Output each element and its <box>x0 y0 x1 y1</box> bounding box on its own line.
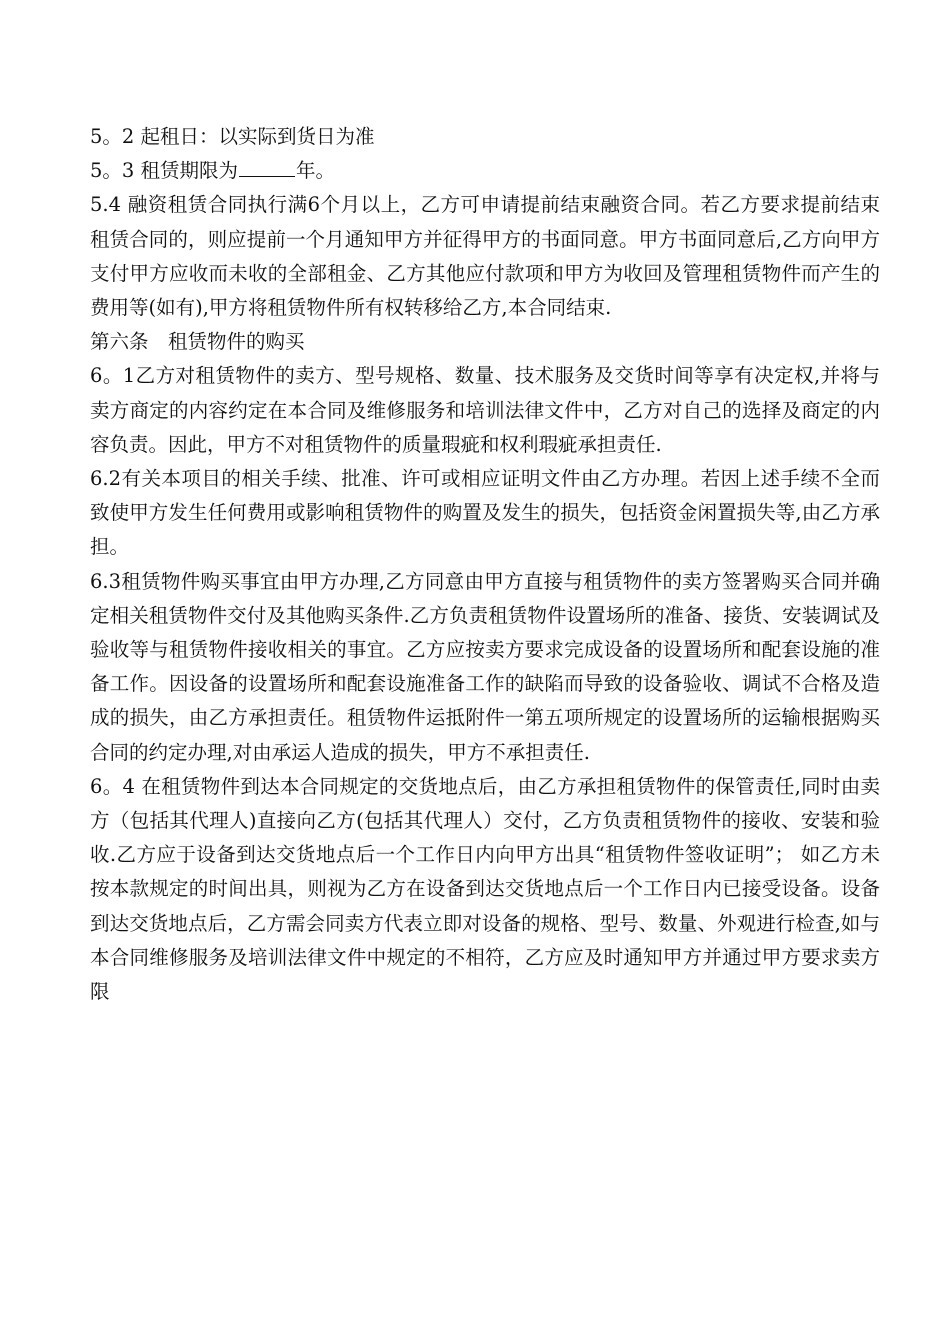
clause-5-3-suffix: 年。 <box>296 159 336 183</box>
article-6-heading: 第六条 租赁物件的购买 <box>90 330 305 354</box>
lease-term-blank <box>239 156 295 177</box>
document-page <box>90 120 880 1009</box>
clause-6-4: 6。4 在租赁物件到达本合同规定的交货地点后，由乙方承担租赁物件的保管责任,同时由卖方（包括其代理人)直接向乙方(包括其代理人）交付，乙方负责租赁物件的接收、安装和验收.乙方应于设备到达交货地点后一个工作日内向甲方出具“租赁物件签收证明”； 如乙方未按本款规定的时间出具，则视为乙方在设备到达交货地点后一个工作日内已接受设备。设备到达交货地点后，乙方需会同卖方代表立即对设备的规格、型号、数量、外观进行检查,如与本合同维修服务及培训法律文件中规定的不相符，乙方应及时通知甲方并通过甲方要求卖方限 <box>90 774 880 1004</box>
clause-6-2: 6.2有关本项目的相关手续、批准、许可或相应证明文件由乙方办理。若因上述手续不全而致使甲方发生任何费用或影响租赁物件的购置及发生的损失，包括资金闲置损失等,由乙方承担。 <box>90 467 880 559</box>
clause-5-4: 5.4 融资租赁合同执行满6个月以上，乙方可申请提前结束融资合同。若乙方要求提前结束租赁合同的，则应提前一个月通知甲方并征得甲方的书面同意。甲方书面同意后,乙方向甲方支付甲方应收而未收的全部租金、乙方其他应付款项和甲方为收回及管理租赁物件而产生的费用等(如有),甲方将租赁物件所有权转移给乙方,本合同结束. <box>90 193 880 320</box>
clause-5-3 <box>90 154 880 188</box>
clause-6-1: 6。1乙方对租赁物件的卖方、型号规格、数量、技术服务及交货时间等享有决定权,并将与卖方商定的内容约定在本合同及维修服务和培训法律文件中，乙方对自己的选择及商定的内容负责。因此，甲方不对租赁物件的质量瑕疵和权利瑕疵承担责任. <box>90 364 880 456</box>
clause-5-3-text: 5。3 租赁期限为 <box>90 159 239 183</box>
clause-6-3: 6.3租赁物件购买事宜由甲方办理,乙方同意由甲方直接与租赁物件的卖方签署购买合同并确定相关租赁物件交付及其他购买条件.乙方负责租赁物件设置场所的准备、接货、安装调试及验收等与租赁物件接收相关的事宜。乙方应按卖方要求完成设备的设置场所和配套设施的准备工作。因设备的设置场所和配套设施准备工作的缺陷而导致的设备验收、调试不合格及造成的损失，由乙方承担责任。租赁物件运抵附件一第五项所规定的设置场所的运输根据购买合同的约定办理,对由承运人造成的损失，甲方不承担责任. <box>90 569 880 764</box>
clause-5-2: 5。2 起租日：以实际到货日为准 <box>90 125 375 148</box>
